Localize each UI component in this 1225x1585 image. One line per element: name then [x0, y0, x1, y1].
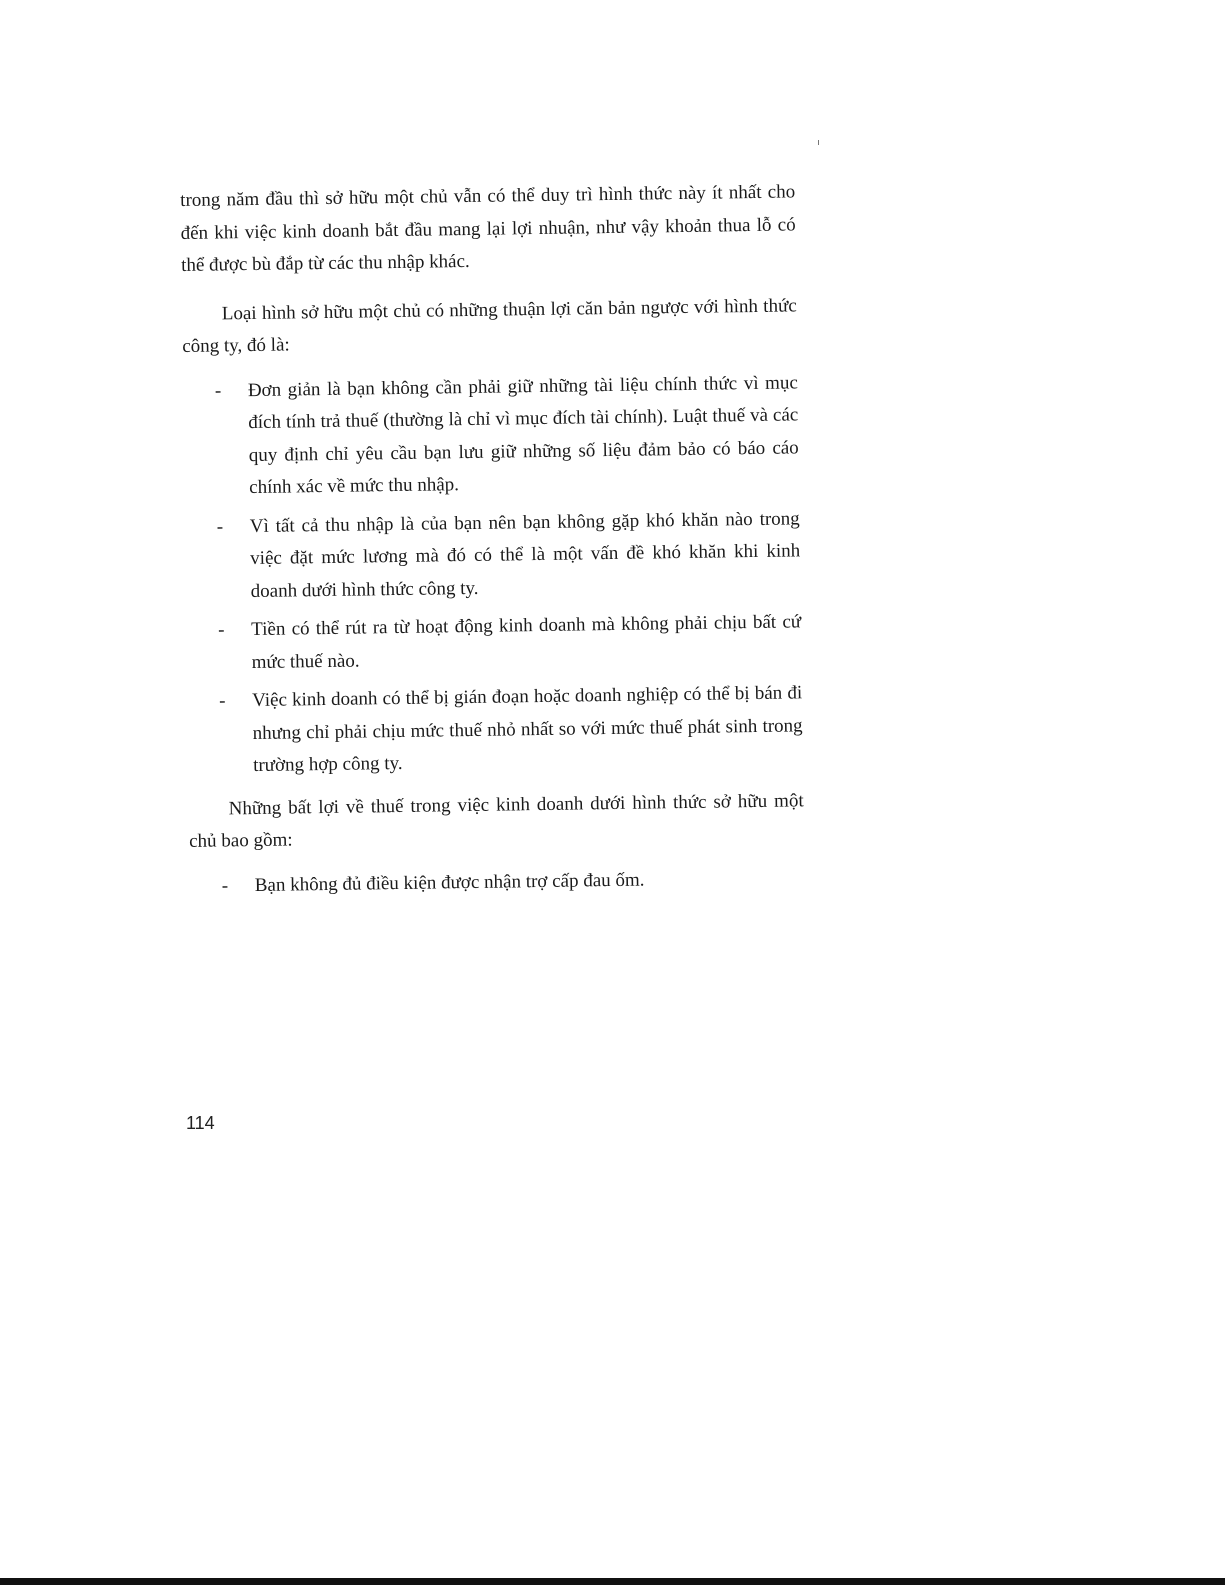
scan-bottom-edge	[0, 1578, 1225, 1585]
continued-paragraph: trong năm đầu thì sở hữu một chủ vẫn có thể duy trì hình thức này ít nhất cho đến khi việc kinh doanh bắt đầu mang lại lợi nhuận, như vậy khoản thua lỗ có thể được bù đắp từ các thu nhập khác.	[180, 181, 796, 276]
list-item-text: Đơn giản là bạn không cần phải giữ những tài liệu chính thức vì mục đích tính trả thuế (thường là chỉ vì mục đích tài chính). Luật thuế và các quy định chỉ yêu cầu bạn lưu giữ những số liệu đảm bảo có báo cáo chính xác về mức thu nhập.	[247, 371, 799, 499]
list-item-text: Việc kinh doanh có thể bị gián đoạn hoặc doanh nghiệp có thể bị bán đi nhưng chỉ phải chịu mức thuế nhỏ nhất so với mức thuế phát sinh trong trường hợp công ty.	[252, 682, 803, 777]
list-item	[190, 862, 805, 903]
bullet-dash: -	[221, 874, 229, 896]
list-item-text: Tiền có thể rút ra từ hoạt động kinh doanh mà không phải chịu bất cứ mức thuế nào.	[251, 611, 802, 673]
scan-speck	[818, 140, 819, 145]
advantages-intro: Loại hình sở hữu một chủ có những thuận lợi căn bản ngược với hình thức công ty, đó là:	[182, 294, 797, 357]
list-item	[186, 606, 802, 680]
list-item	[187, 677, 803, 783]
list-item-text: Vì tất cả thu nhập là của bạn nên bạn không gặp khó khăn nào trong việc đặt mức lương mà đó có thể là một vấn đề khó khăn khi kinh doanh dưới hình thức công ty.	[249, 507, 801, 602]
list-item-text: Bạn không đủ điều kiện được nhận trợ cấp đau ốm.	[254, 869, 645, 896]
advantages-list	[183, 367, 804, 784]
disadvantages-intro: Những bất lợi về thuế trong việc kinh doanh dưới hình thức sở hữu một chủ bao gồm:	[189, 789, 804, 852]
disadvantages-list	[190, 862, 805, 903]
page-body	[180, 176, 805, 913]
page-number: 114	[186, 1113, 215, 1133]
bullet-dash: -	[218, 619, 225, 641]
list-item	[185, 503, 801, 609]
bullet-dash: -	[216, 515, 224, 538]
bullet-dash: -	[219, 690, 226, 712]
list-item	[183, 367, 800, 506]
bullet-dash: -	[214, 379, 222, 402]
